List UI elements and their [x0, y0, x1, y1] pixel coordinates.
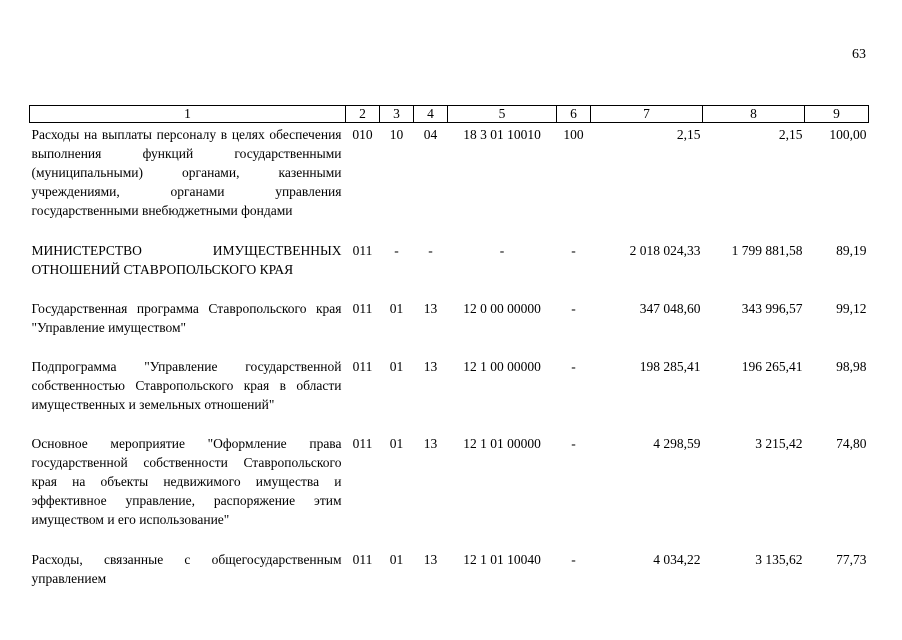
row-planned: 4 298,59	[653, 435, 701, 451]
row-planned: 198 285,41	[639, 358, 701, 374]
row-name: Основное мероприятие "Оформление права государственной собственности Ставропольского края на объекты недвижимого имущества и эффективное управление, распоряжение этим имуществом и его использование"	[31, 435, 342, 527]
row-section: 01	[389, 300, 404, 316]
column-header: 4	[414, 106, 448, 123]
table-row	[30, 548, 869, 588]
row-executed: 196 265,41	[741, 358, 803, 374]
row-name: Государственная программа Ставропольского края "Управление имуществом"	[31, 300, 342, 335]
row-expense-type: -	[571, 242, 576, 258]
row-subsection: 13	[423, 435, 438, 451]
row-target-article: 12 1 01 00000	[463, 435, 541, 451]
column-header: 3	[380, 106, 414, 123]
column-header: 9	[805, 106, 869, 123]
row-subsection: 13	[423, 300, 438, 316]
row-executed: 343 996,57	[741, 300, 803, 316]
row-expense-type: -	[571, 551, 576, 567]
row-percent: 99,12	[836, 300, 867, 316]
row-code: 011	[352, 358, 373, 374]
row-target-article: 18 3 01 10010	[463, 127, 541, 142]
row-target-article: 12 0 00 00000	[463, 300, 541, 316]
page-number: 63	[852, 47, 866, 62]
row-name: МИНИСТЕРСТВО ИМУЩЕСТВЕННЫХ ОТНОШЕНИЙ СТАВРОПОЛЬСКОГО КРАЯ	[31, 242, 342, 277]
row-planned: 2 018 024,33	[629, 242, 701, 258]
row-section: -	[394, 242, 399, 258]
row-code: 011	[352, 435, 373, 451]
row-executed: 1 799 881,58	[731, 242, 803, 258]
column-header: 2	[346, 106, 380, 123]
row-percent: 74,80	[836, 435, 867, 451]
row-executed: 3 215,42	[755, 435, 803, 451]
row-name: Расходы, связанные с общегосударственным управлением	[31, 551, 342, 586]
row-expense-type: -	[571, 435, 576, 451]
row-planned: 4 034,22	[653, 551, 701, 567]
table-row	[30, 123, 869, 239]
row-expense-type: -	[571, 300, 576, 316]
row-code: 011	[352, 300, 373, 316]
table-row	[30, 355, 869, 432]
row-section: 10	[389, 127, 404, 142]
table-row	[30, 239, 869, 297]
row-planned: 347 048,60	[639, 300, 701, 316]
row-target-article: 12 1 00 00000	[463, 358, 541, 374]
row-subsection: 13	[423, 551, 438, 567]
row-subsection: 04	[423, 127, 438, 142]
column-header: 5	[448, 106, 557, 123]
table-header-row	[30, 106, 869, 123]
row-section: 01	[389, 358, 404, 374]
budget-table	[29, 105, 869, 588]
row-subsection: -	[428, 242, 433, 258]
row-code: 011	[352, 551, 373, 567]
column-header: 1	[30, 106, 346, 123]
row-name: Расходы на выплаты персоналу в целях обеспечения выполнения функций государственными (муниципальными) органами, казенными учреждениями, органами управления государственными внебюджетными фондами	[31, 127, 342, 218]
row-section: 01	[389, 551, 404, 567]
column-header: 7	[591, 106, 703, 123]
row-expense-type: 100	[563, 127, 584, 142]
row-executed: 3 135,62	[755, 551, 803, 567]
row-target-article: 12 1 01 10040	[463, 551, 541, 567]
row-percent: 100,00	[829, 127, 867, 142]
row-percent: 77,73	[836, 551, 867, 567]
row-expense-type: -	[571, 358, 576, 374]
column-header: 8	[703, 106, 805, 123]
row-code: 011	[352, 242, 373, 258]
row-executed: 2,15	[778, 127, 803, 142]
row-target-article: -	[499, 242, 505, 258]
row-name: Подпрограмма "Управление государственной собственностью Ставропольского края в области имущественных и земельных отношений"	[31, 358, 342, 412]
row-percent: 98,98	[836, 358, 867, 374]
table-row	[30, 432, 869, 548]
column-header: 6	[557, 106, 591, 123]
row-section: 01	[389, 435, 404, 451]
table-row	[30, 297, 869, 355]
row-planned: 2,15	[676, 127, 701, 142]
row-percent: 89,19	[836, 242, 867, 258]
row-code: 010	[352, 127, 373, 142]
row-subsection: 13	[423, 358, 438, 374]
